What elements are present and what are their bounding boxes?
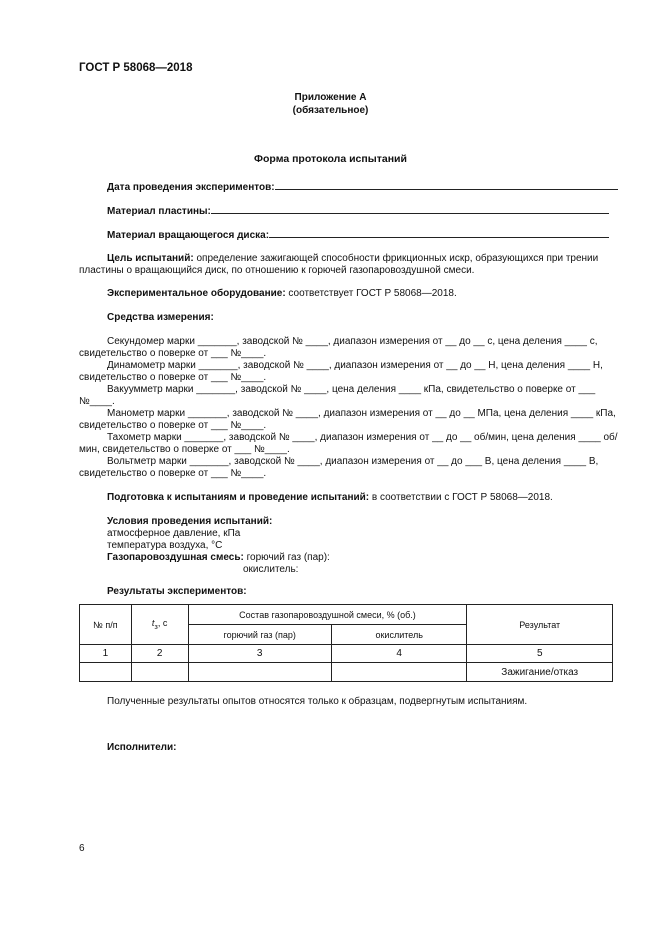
goal-line1 xyxy=(107,253,598,265)
appendix-title: Приложение А xyxy=(294,92,367,103)
instrument-line: Секундомер марки _______, заводской № ____, диапазон измерения от __ до __ с, цена деления ____ с, xyxy=(107,336,598,347)
goal-line2: пластины о вращающийся диск, по отношению к горючей газопаровоздушной смеси. xyxy=(79,265,475,276)
mix-label: Газопаровоздушная смесь: xyxy=(107,552,244,563)
appendix-status: (обязательное) xyxy=(292,105,369,116)
table-cell[interactable] xyxy=(188,663,331,682)
preparation-label: Подготовка к испытаниям и проведение испытаний: xyxy=(107,492,370,503)
table-cell[interactable] xyxy=(80,663,132,682)
goal-label: Цель испытаний: xyxy=(107,253,194,264)
results-note: Полученные результаты опытов относятся только к образцам, подвергнутым испытаниям. xyxy=(107,696,528,707)
instruments-heading: Средства измерения: xyxy=(107,312,214,323)
conditions-temperature: температура воздуха, °С xyxy=(107,540,223,551)
table-cell[interactable] xyxy=(331,663,467,682)
mix-oxidizer: окислитель: xyxy=(243,564,299,575)
instrument-line: Манометр марки _______, заводской № ____, диапазон измерения от __ до __ МПа, цена деления ____ кПа, xyxy=(107,408,616,419)
col-fuel-header: горючий газ (пар) xyxy=(188,625,331,645)
field-date-label: Дата проведения экспериментов: xyxy=(107,182,275,193)
instrument-line: свидетельство о поверке от ___ №____. xyxy=(79,468,267,479)
column-number: 1 xyxy=(80,645,132,663)
mix-fuel: горючий газ (пар): xyxy=(243,552,330,563)
instrument-line: свидетельство о поверке от ___ №____. xyxy=(79,420,267,431)
page-number: 6 xyxy=(79,843,85,854)
col-result-header: Результат xyxy=(467,605,613,645)
result-cell: Зажигание/отказ xyxy=(467,663,613,682)
form-title: Форма протокола испытаний xyxy=(254,153,407,165)
conditions-mix xyxy=(107,552,330,564)
instrument-line: Тахометр марки _______, заводской № ____, диапазон измерения от __ до __ об/мин, цена деления ____ об/ xyxy=(107,432,618,443)
instrument-line: Вольтметр марки _______, заводской № ____, диапазон измерения от __ до ___ В, цена деления ____ В, xyxy=(107,456,599,467)
results-heading: Результаты экспериментов: xyxy=(107,586,247,597)
field-date xyxy=(107,180,618,193)
instrument-line: Вакуумметр марки _______, заводской № ____, цена деления ____ кПа, свидетельство о поверке от ___ xyxy=(107,384,596,395)
equipment xyxy=(107,288,457,300)
conditions-heading: Условия проведения испытаний: xyxy=(107,516,273,527)
instrument-line: свидетельство о поверке от ___ №____. xyxy=(79,372,267,383)
document-header: ГОСТ Р 58068—2018 xyxy=(79,62,193,74)
column-number: 5 xyxy=(467,645,613,663)
instrument-line: свидетельство о поверке от ___ №____. xyxy=(79,348,267,359)
instrument-line: №____. xyxy=(79,396,115,407)
field-plate-label: Материал пластины: xyxy=(107,206,211,217)
equipment-label: Экспериментальное оборудование: xyxy=(107,288,286,299)
instrument-line: мин, свидетельство о поверке от ___ №____. xyxy=(79,444,290,455)
column-number: 4 xyxy=(331,645,467,663)
field-date-blank[interactable] xyxy=(275,180,618,190)
col-number-header: № п/п xyxy=(80,605,132,645)
executors-label: Исполнители: xyxy=(107,742,177,753)
conditions-pressure: атмосферное давление, кПа xyxy=(107,528,241,539)
preparation xyxy=(107,492,553,504)
col-time-unit: , с xyxy=(157,618,168,629)
instrument-line: Динамометр марки _______, заводской № ____, диапазон измерения от __ до __ Н, цена деления ____ Н, xyxy=(107,360,603,371)
col-oxidizer-header: окислитель xyxy=(331,625,467,645)
field-plate xyxy=(107,204,609,217)
results-table xyxy=(79,604,613,682)
field-disk-label: Материал вращающегося диска: xyxy=(107,230,270,241)
preparation-text: в соответствии с ГОСТ Р 58068—2018. xyxy=(369,492,553,503)
field-disk xyxy=(107,228,609,241)
column-number: 3 xyxy=(188,645,331,663)
field-disk-blank[interactable] xyxy=(269,228,609,238)
column-number: 2 xyxy=(131,645,188,663)
col-time-header xyxy=(131,605,188,645)
col-time-symbol: t xyxy=(151,618,155,629)
col-mix-header: Состав газопаровоздушной смеси, % (об.) xyxy=(188,605,467,625)
table-cell[interactable] xyxy=(131,663,188,682)
field-plate-blank[interactable] xyxy=(211,204,609,214)
col-time-subscript: з xyxy=(154,621,158,631)
goal-text-1: определение зажигающей способности фрикционных искр, образующихся при трении xyxy=(193,253,599,264)
equipment-text: соответствует ГОСТ Р 58068—2018. xyxy=(285,288,457,299)
